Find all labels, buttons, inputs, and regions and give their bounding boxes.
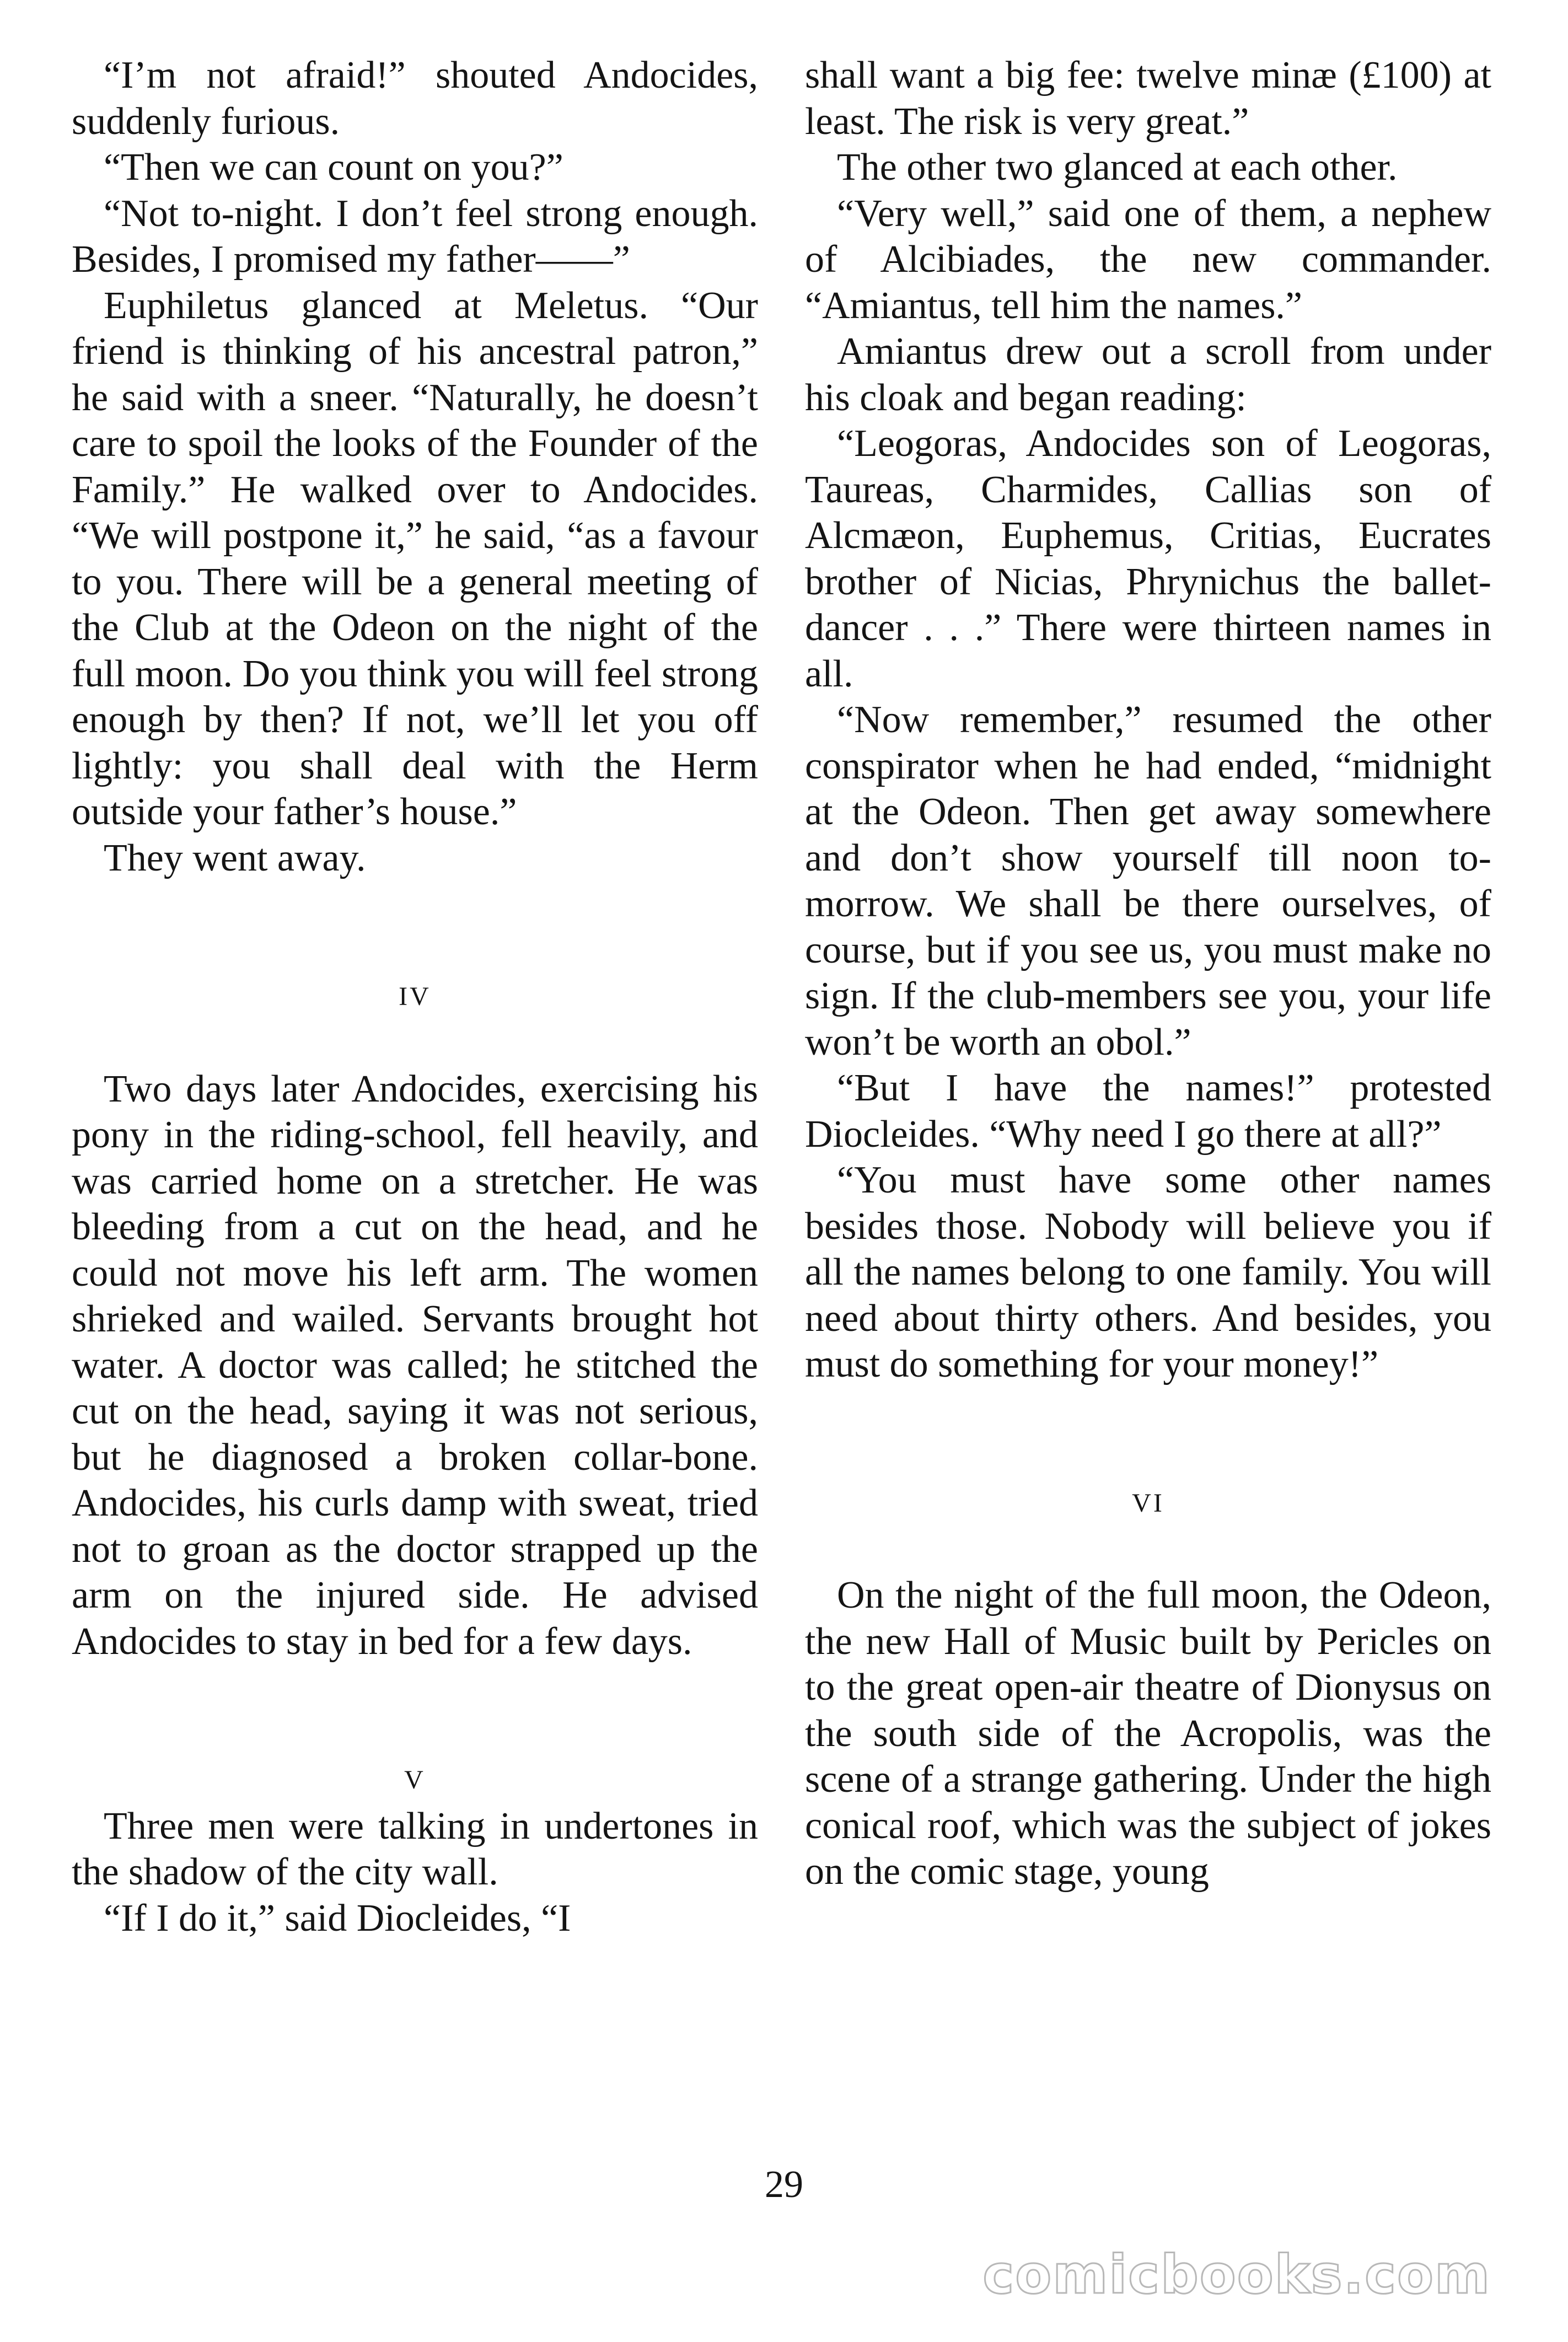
paragraph: The other two glanced at each other. — [837, 146, 1398, 189]
paragraph: “Leogoras, Andocides son of Leogoras, Taureas, Charmides, Callias son of Alcmæon, Euphemus, Critias, Eucrates brother of Nicias, Phrynichus the ballet-dancer . . .” There were thirteen names in all. — [805, 422, 1491, 695]
paragraph: “Not to-night. I don’t feel strong enough. Besides, I promised my father——” — [72, 192, 758, 281]
paragraph: “I’m not afraid!” shouted Andocides, suddenly furious. — [72, 54, 758, 143]
right-text-column — [805, 52, 1491, 1895]
page-number: 29 — [765, 2163, 803, 2206]
paragraph: On the night of the full moon, the Odeon, the new Hall of Music built by Pericles on to the great open-air theatre of Dionysus on the south side of the Acropolis, was the scene of a strange gathering. Under the high conical roof, which was the subject of jokes on the comic stage, young — [805, 1574, 1491, 1893]
watermark-logo: comicbooks.com — [982, 2244, 1491, 2306]
section-gap — [805, 1388, 1491, 1480]
section-gap — [72, 881, 758, 974]
paragraph: “Then we can count on you?” — [104, 146, 563, 189]
section-heading-iv: IV — [399, 982, 431, 1011]
paragraph: “But I have the names!” protested Diocleides. “Why need I go there at all?” — [805, 1067, 1491, 1156]
section-gap — [72, 1020, 758, 1066]
paragraph: Euphiletus glanced at Meletus. “Our friend is thinking of his ancestral patron,” he said with a sneer. “Naturally, he doesn’t care to spoil the looks of the Founder of the Family.” He walked over to Andocides. “We will postpone it,” he said, “as a favour to you. There will be a general meeting of the Club at the Odeon on the night of the full moon. Do you think you will feel strong enough by then? If not, we’ll let you off lightly: you shall deal with the Herm outside your father’s house.” — [72, 284, 758, 833]
paragraph: They went away. — [104, 836, 366, 879]
paragraph: “You must have some other names besides those. Nobody will believe you if all the names belong to one family. You will need about thirty others. And besides, you must do something for your money!” — [805, 1159, 1491, 1385]
section-heading-vi: VI — [1132, 1488, 1164, 1518]
paragraph-continued: shall want a big fee: twelve minæ (£100) at least. The risk is very great.” — [805, 54, 1491, 143]
paragraph: Three men were talking in undertones in the shadow of the city wall. — [72, 1804, 758, 1893]
section-gap — [72, 1664, 758, 1757]
paragraph: “Now remember,” resumed the other conspirator when he had ended, “midnight at the Odeon. Then get away somewhere and don’t show yourself till noon to-morrow. We shall be there ourselves, of course, but if you see us, you must make no sign. If the club-members see you, your life won’t be worth an obol.” — [805, 699, 1491, 1063]
section-heading-v: V — [404, 1765, 426, 1795]
paragraph: Amiantus drew out a scroll from under his cloak and began reading: — [805, 330, 1491, 419]
left-text-column — [72, 52, 758, 1941]
paragraph: “If I do it,” said Diocleides, “I — [104, 1897, 571, 1940]
paragraph: “Very well,” said one of them, a nephew of Alcibiades, the new commander. “Amiantus, tell him the names.” — [805, 192, 1491, 327]
paragraph: Two days later Andocides, exercising his pony in the riding-school, fell heavily, and was carried home on a stretcher. He was bleeding from a cut on the head, and he could not move his left arm. The women shrieked and wailed. Servants brought hot water. A doctor was called; he stitched the cut on the head, saying it was not serious, but he diagnosed a broken collar-bone. Andocides, his curls damp with sweat, tried not to groan as the doctor strapped up the arm on the injured side. He advised Andocides to stay in bed for a few days. — [72, 1067, 758, 1663]
section-gap — [805, 1526, 1491, 1572]
